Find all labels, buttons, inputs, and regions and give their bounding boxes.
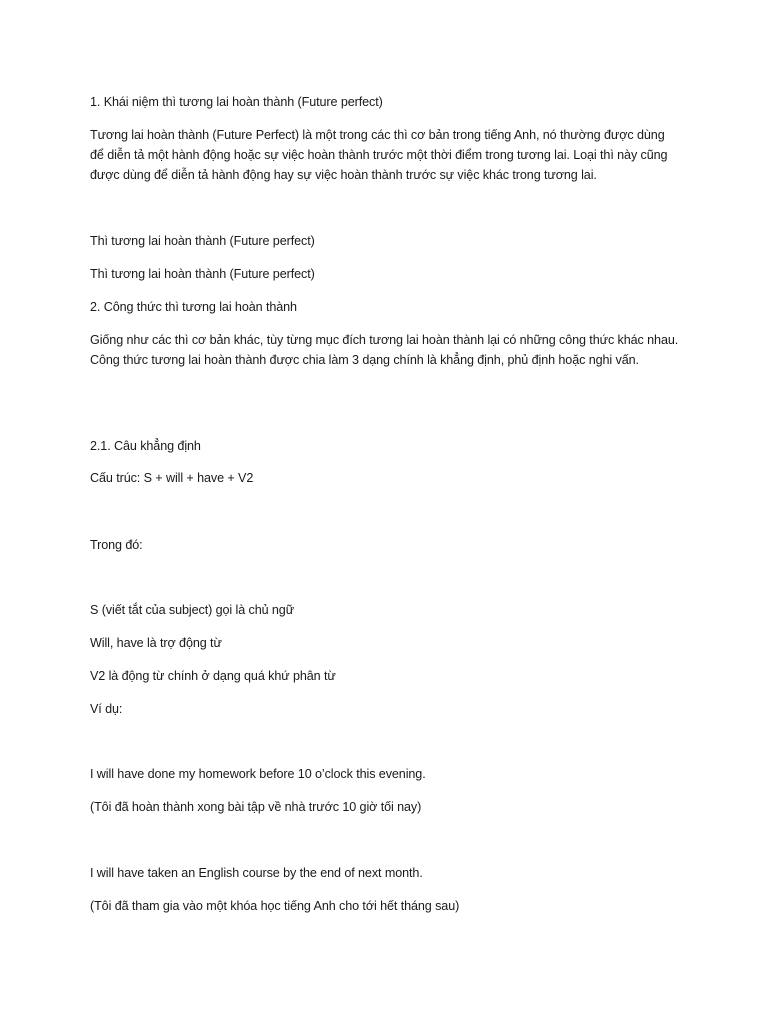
definition-v2: V2 là động từ chính ở dạng quá khứ phân từ (90, 669, 336, 683)
formula-paragraph: Giống như các thì cơ bản khác, tùy từng mục đích tương lai hoàn thành lại có những công thức khác nhau. Công thức tương lai hoàn thành được chia làm 3 dạng chính là khẳng định, phủ định hoặc nghi vấn. (90, 333, 679, 367)
heading-formula: 2. Công thức thì tương lai hoàn thành (90, 300, 297, 314)
where-label: Trong đó: (90, 538, 143, 552)
example-2-vietnamese: (Tôi đã tham gia vào một khóa học tiếng Anh cho tới hết tháng sau) (90, 899, 460, 913)
definition-subject: S (viết tắt của subject) gọi là chủ ngữ (90, 603, 295, 617)
heading-concept: 1. Khái niệm thì tương lai hoàn thành (Future perfect) (90, 95, 383, 109)
example-label: Ví dụ: (90, 702, 123, 716)
example-1-vietnamese: (Tôi đã hoàn thành xong bài tập về nhà trước 10 giờ tối nay) (90, 800, 422, 814)
example-1-english: I will have done my homework before 10 o’clock this evening. (90, 767, 426, 781)
heading-affirmative: 2.1. Câu khẳng định (90, 439, 201, 453)
example-2-english: I will have taken an English course by the end of next month. (90, 866, 423, 880)
intro-paragraph: Tương lai hoàn thành (Future Perfect) là một trong các thì cơ bản trong tiếng Anh, nó thường được dùng để diễn tả một hành động hoặc sự việc hoàn thành trước một thời điểm trong tương lai. Loại thì này cũng được dùng để diễn tả hành động hay sự việc hoàn thành trước sự việc khác trong tương lai. (90, 128, 668, 182)
structure-line: Cấu trúc: S + will + have + V2 (90, 471, 254, 485)
definition-auxiliary: Will, have là trợ động từ (90, 636, 222, 650)
repeat-line-2: Thì tương lai hoàn thành (Future perfect) (90, 267, 315, 281)
repeat-line-1: Thì tương lai hoàn thành (Future perfect) (90, 234, 315, 248)
